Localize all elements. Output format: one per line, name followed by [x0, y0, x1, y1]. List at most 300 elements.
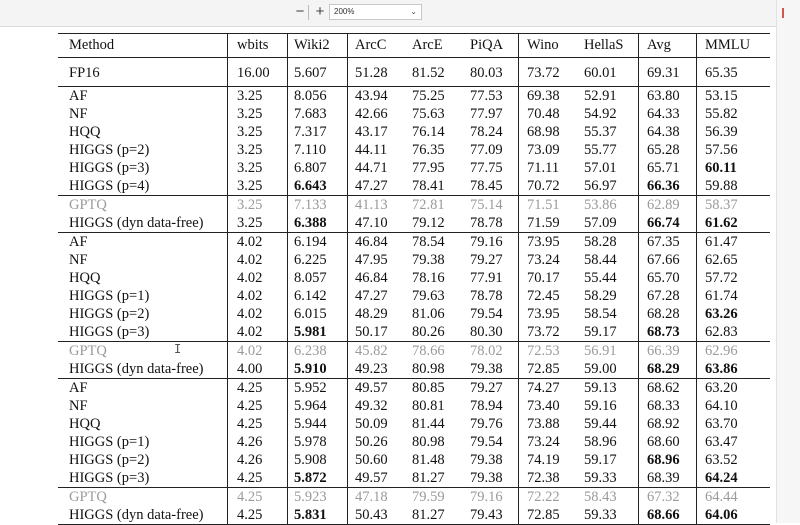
value-cell: 3.25 [237, 197, 263, 213]
value-cell: 73.72 [527, 324, 560, 340]
value-cell: 81.27 [412, 507, 445, 523]
value-cell: 63.80 [647, 88, 680, 104]
value-cell: 49.57 [355, 380, 388, 396]
value-cell: 75.14 [470, 197, 503, 213]
value-cell: 68.98 [527, 124, 560, 140]
value-cell: 65.70 [647, 270, 680, 286]
zoom-level-value: 200% [334, 7, 355, 16]
value-cell: 6.015 [294, 306, 327, 322]
value-cell: 79.16 [470, 489, 503, 505]
table-row [58, 323, 770, 341]
value-cell: 59.00 [584, 361, 617, 377]
value-cell: 56.97 [584, 178, 617, 194]
value-cell: 43.17 [355, 124, 388, 140]
table-row [58, 214, 770, 232]
header-rule [58, 57, 770, 58]
value-cell: 63.47 [705, 434, 738, 450]
method-cell: HIGGS (dyn data-free) [69, 507, 204, 523]
table-row [58, 64, 770, 82]
value-cell: 64.33 [647, 106, 680, 122]
value-cell: 73.88 [527, 416, 560, 432]
value-cell: 72.85 [527, 361, 560, 377]
value-cell: 5.908 [294, 452, 327, 468]
value-cell: 72.53 [527, 343, 560, 359]
method-cell: HQQ [69, 270, 101, 286]
value-cell: 47.18 [355, 489, 388, 505]
table-row [58, 251, 770, 269]
column-header-wiki2: Wiki2 [294, 37, 330, 53]
zoom-level-select[interactable] [329, 4, 422, 20]
value-cell: 68.33 [647, 398, 680, 414]
value-cell: 78.94 [470, 398, 503, 414]
method-cell: FP16 [69, 65, 100, 81]
value-cell: 62.65 [705, 252, 738, 268]
value-cell: 58.96 [584, 434, 617, 450]
value-cell: 68.66 [647, 507, 680, 523]
value-cell: 72.38 [527, 470, 560, 486]
method-cell: HIGGS (p=3) [69, 324, 150, 340]
value-cell: 55.37 [584, 124, 617, 140]
value-cell: 73.40 [527, 398, 560, 414]
value-cell: 67.66 [647, 252, 680, 268]
value-cell: 3.25 [237, 124, 263, 140]
value-cell: 48.29 [355, 306, 388, 322]
value-cell: 4.25 [237, 416, 263, 432]
page-edge [776, 0, 800, 523]
method-cell: HIGGS (p=2) [69, 306, 150, 322]
column-divider [287, 33, 288, 525]
value-cell: 70.17 [527, 270, 560, 286]
method-cell: HIGGS (p=3) [69, 160, 150, 176]
value-cell: 4.02 [237, 324, 263, 340]
value-cell: 77.53 [470, 88, 503, 104]
value-cell: 4.25 [237, 398, 263, 414]
baseline-row [58, 342, 770, 360]
value-cell: 62.96 [705, 343, 738, 359]
value-cell: 59.13 [584, 380, 617, 396]
zoom-out-button[interactable]: − [295, 3, 305, 20]
value-cell: 78.66 [412, 343, 445, 359]
value-cell: 77.97 [470, 106, 503, 122]
value-cell: 78.78 [470, 215, 503, 231]
value-cell: 4.25 [237, 380, 263, 396]
value-cell: 78.41 [412, 178, 445, 194]
column-header-avg: Avg [647, 37, 671, 53]
value-cell: 64.44 [705, 489, 738, 505]
value-cell: 81.52 [412, 65, 445, 81]
value-cell: 78.02 [470, 343, 503, 359]
value-cell: 68.60 [647, 434, 680, 450]
value-cell: 73.24 [527, 252, 560, 268]
value-cell: 8.057 [294, 270, 327, 286]
baseline-row [58, 196, 770, 214]
column-divider [347, 33, 348, 525]
value-cell: 80.03 [470, 65, 503, 81]
value-cell: 43.94 [355, 88, 388, 104]
value-cell: 75.25 [412, 88, 445, 104]
column-divider [696, 33, 697, 525]
table-row [58, 397, 770, 415]
value-cell: 80.81 [412, 398, 445, 414]
value-cell: 57.72 [705, 270, 738, 286]
value-cell: 52.91 [584, 88, 617, 104]
method-cell: GPTQ [69, 489, 107, 505]
value-cell: 75.63 [412, 106, 445, 122]
value-cell: 58.37 [705, 197, 738, 213]
table-row [58, 159, 770, 177]
value-cell: 79.38 [412, 252, 445, 268]
value-cell: 56.39 [705, 124, 738, 140]
value-cell: 72.22 [527, 489, 560, 505]
value-cell: 50.26 [355, 434, 388, 450]
value-cell: 58.54 [584, 306, 617, 322]
value-cell: 74.27 [527, 380, 560, 396]
value-cell: 4.02 [237, 288, 263, 304]
value-cell: 64.38 [647, 124, 680, 140]
value-cell: 46.84 [355, 234, 388, 250]
value-cell: 61.74 [705, 288, 738, 304]
column-header-wino: Wino [527, 37, 559, 53]
table-row [58, 433, 770, 451]
value-cell: 51.28 [355, 65, 388, 81]
value-cell: 55.44 [584, 270, 617, 286]
table-row [58, 123, 770, 141]
value-cell: 4.02 [237, 234, 263, 250]
value-cell: 71.51 [527, 197, 560, 213]
value-cell: 50.17 [355, 324, 388, 340]
value-cell: 69.38 [527, 88, 560, 104]
value-cell: 78.45 [470, 178, 503, 194]
value-cell: 66.74 [647, 215, 680, 231]
value-cell: 65.28 [647, 142, 680, 158]
value-cell: 71.59 [527, 215, 560, 231]
value-cell: 65.71 [647, 160, 680, 176]
value-cell: 80.85 [412, 380, 445, 396]
value-cell: 81.06 [412, 306, 445, 322]
value-cell: 64.24 [705, 470, 738, 486]
value-cell: 44.71 [355, 160, 388, 176]
value-cell: 7.317 [294, 124, 327, 140]
value-cell: 78.16 [412, 270, 445, 286]
value-cell: 79.27 [470, 252, 503, 268]
value-cell: 79.27 [470, 380, 503, 396]
value-cell: 3.25 [237, 106, 263, 122]
value-cell: 16.00 [237, 65, 270, 81]
header-row [58, 36, 770, 54]
value-cell: 6.225 [294, 252, 327, 268]
table-row [58, 287, 770, 305]
value-cell: 79.43 [470, 507, 503, 523]
value-cell: 41.13 [355, 197, 388, 213]
column-header-piqa: PiQA [470, 37, 504, 53]
value-cell: 4.02 [237, 270, 263, 286]
value-cell: 4.25 [237, 507, 263, 523]
value-cell: 5.831 [294, 507, 327, 523]
value-cell: 80.30 [470, 324, 503, 340]
top-rule [58, 33, 770, 34]
column-header-mmlu: MMLU [705, 37, 751, 53]
value-cell: 46.84 [355, 270, 388, 286]
value-cell: 49.57 [355, 470, 388, 486]
value-cell: 81.44 [412, 416, 445, 432]
value-cell: 68.28 [647, 306, 680, 322]
value-cell: 65.35 [705, 65, 738, 81]
value-cell: 6.194 [294, 234, 327, 250]
value-cell: 77.95 [412, 160, 445, 176]
table-row [58, 105, 770, 123]
value-cell: 53.86 [584, 197, 617, 213]
value-cell: 5.952 [294, 380, 327, 396]
value-cell: 59.33 [584, 470, 617, 486]
value-cell: 63.70 [705, 416, 738, 432]
value-cell: 79.54 [470, 434, 503, 450]
value-cell: 78.78 [470, 288, 503, 304]
value-cell: 5.978 [294, 434, 327, 450]
method-cell: AF [69, 380, 88, 396]
value-cell: 78.24 [470, 124, 503, 140]
table-row [58, 360, 770, 378]
method-cell: AF [69, 234, 88, 250]
value-cell: 5.981 [294, 324, 327, 340]
value-cell: 79.76 [470, 416, 503, 432]
value-cell: 81.27 [412, 470, 445, 486]
value-cell: 78.54 [412, 234, 445, 250]
value-cell: 6.142 [294, 288, 327, 304]
method-cell: HIGGS (p=2) [69, 142, 150, 158]
value-cell: 63.86 [705, 361, 738, 377]
value-cell: 67.28 [647, 288, 680, 304]
column-divider [518, 33, 519, 525]
method-cell: AF [69, 88, 88, 104]
value-cell: 73.95 [527, 234, 560, 250]
value-cell: 47.10 [355, 215, 388, 231]
method-cell: NF [69, 106, 88, 122]
value-cell: 58.29 [584, 288, 617, 304]
table-row [58, 469, 770, 487]
baseline-row [58, 488, 770, 506]
value-cell: 68.62 [647, 380, 680, 396]
value-cell: 50.09 [355, 416, 388, 432]
value-cell: 77.75 [470, 160, 503, 176]
value-cell: 66.39 [647, 343, 680, 359]
value-cell: 47.27 [355, 288, 388, 304]
column-header-arce: ArcE [412, 37, 443, 53]
value-cell: 6.238 [294, 343, 327, 359]
value-cell: 61.47 [705, 234, 738, 250]
method-cell: HIGGS (p=3) [69, 470, 150, 486]
value-cell: 68.39 [647, 470, 680, 486]
method-cell: HIGGS (p=1) [69, 434, 150, 450]
value-cell: 3.25 [237, 215, 263, 231]
toolbar-divider [308, 5, 309, 20]
method-cell: NF [69, 252, 88, 268]
value-cell: 3.25 [237, 88, 263, 104]
value-cell: 59.17 [584, 324, 617, 340]
value-cell: 44.11 [355, 142, 388, 158]
value-cell: 74.19 [527, 452, 560, 468]
value-cell: 79.63 [412, 288, 445, 304]
table-row [58, 415, 770, 433]
value-cell: 5.607 [294, 65, 327, 81]
value-cell: 73.09 [527, 142, 560, 158]
value-cell: 80.98 [412, 361, 445, 377]
viewer-toolbar [0, 0, 800, 27]
value-cell: 57.09 [584, 215, 617, 231]
value-cell: 57.56 [705, 142, 738, 158]
value-cell: 68.96 [647, 452, 680, 468]
value-cell: 5.964 [294, 398, 327, 414]
value-cell: 60.11 [705, 160, 737, 176]
value-cell: 5.944 [294, 416, 327, 432]
value-cell: 47.27 [355, 178, 388, 194]
table-row [58, 305, 770, 323]
value-cell: 81.48 [412, 452, 445, 468]
value-cell: 67.35 [647, 234, 680, 250]
column-divider [227, 33, 228, 525]
value-cell: 80.26 [412, 324, 445, 340]
value-cell: 6.643 [294, 178, 327, 194]
value-cell: 59.88 [705, 178, 738, 194]
value-cell: 8.056 [294, 88, 327, 104]
value-cell: 58.44 [584, 252, 617, 268]
value-cell: 66.36 [647, 178, 680, 194]
value-cell: 69.31 [647, 65, 680, 81]
value-cell: 80.98 [412, 434, 445, 450]
table-row [58, 379, 770, 397]
value-cell: 72.45 [527, 288, 560, 304]
value-cell: 79.59 [412, 489, 445, 505]
column-header-arcc: ArcC [355, 37, 387, 53]
value-cell: 72.81 [412, 197, 445, 213]
value-cell: 57.01 [584, 160, 617, 176]
method-cell: HIGGS (dyn data-free) [69, 215, 204, 231]
method-cell: HQQ [69, 124, 101, 140]
value-cell: 5.910 [294, 361, 327, 377]
text-cursor-icon: I [174, 342, 182, 356]
method-cell: GPTQ [69, 343, 107, 359]
table-row [58, 177, 770, 195]
zoom-in-button[interactable]: + [315, 3, 325, 20]
value-cell: 4.02 [237, 252, 263, 268]
value-cell: 42.66 [355, 106, 388, 122]
value-cell: 49.23 [355, 361, 388, 377]
value-cell: 4.26 [237, 434, 263, 450]
value-cell: 50.60 [355, 452, 388, 468]
value-cell: 59.17 [584, 452, 617, 468]
value-cell: 77.09 [470, 142, 503, 158]
value-cell: 7.683 [294, 106, 327, 122]
value-cell: 50.43 [355, 507, 388, 523]
value-cell: 68.29 [647, 361, 680, 377]
value-cell: 68.73 [647, 324, 680, 340]
value-cell: 54.92 [584, 106, 617, 122]
method-cell: HIGGS (p=2) [69, 452, 150, 468]
value-cell: 70.48 [527, 106, 560, 122]
value-cell: 76.14 [412, 124, 445, 140]
value-cell: 73.72 [527, 65, 560, 81]
column-divider [638, 33, 639, 525]
value-cell: 63.20 [705, 380, 738, 396]
edge-marker [782, 8, 784, 18]
value-cell: 71.11 [527, 160, 560, 176]
value-cell: 61.62 [705, 215, 738, 231]
value-cell: 56.91 [584, 343, 617, 359]
value-cell: 4.25 [237, 489, 263, 505]
table-row [58, 451, 770, 469]
value-cell: 55.77 [584, 142, 617, 158]
value-cell: 4.02 [237, 343, 263, 359]
value-cell: 64.10 [705, 398, 738, 414]
value-cell: 47.95 [355, 252, 388, 268]
value-cell: 79.16 [470, 234, 503, 250]
value-cell: 59.16 [584, 398, 617, 414]
value-cell: 45.82 [355, 343, 388, 359]
table-row [58, 506, 770, 524]
value-cell: 58.28 [584, 234, 617, 250]
value-cell: 4.02 [237, 306, 263, 322]
value-cell: 72.85 [527, 507, 560, 523]
value-cell: 68.92 [647, 416, 680, 432]
method-cell: HIGGS (dyn data-free) [69, 361, 204, 377]
value-cell: 79.38 [470, 361, 503, 377]
value-cell: 6.388 [294, 215, 327, 231]
value-cell: 5.923 [294, 489, 327, 505]
value-cell: 49.32 [355, 398, 388, 414]
value-cell: 63.52 [705, 452, 738, 468]
column-header-hellas: HellaS [584, 37, 624, 53]
method-cell: HIGGS (p=1) [69, 288, 150, 304]
value-cell: 64.06 [705, 507, 738, 523]
value-cell: 62.89 [647, 197, 680, 213]
method-cell: NF [69, 398, 88, 414]
value-cell: 63.26 [705, 306, 738, 322]
value-cell: 77.91 [470, 270, 503, 286]
method-cell: HQQ [69, 416, 101, 432]
value-cell: 59.44 [584, 416, 617, 432]
value-cell: 4.00 [237, 361, 263, 377]
value-cell: 3.25 [237, 178, 263, 194]
method-cell: GPTQ [69, 197, 107, 213]
column-header-method: Method [69, 37, 115, 53]
value-cell: 4.25 [237, 470, 263, 486]
value-cell: 79.38 [470, 470, 503, 486]
value-cell: 79.38 [470, 452, 503, 468]
value-cell: 79.12 [412, 215, 445, 231]
value-cell: 58.43 [584, 489, 617, 505]
method-cell: HIGGS (p=4) [69, 178, 150, 194]
value-cell: 70.72 [527, 178, 560, 194]
value-cell: 60.01 [584, 65, 617, 81]
value-cell: 76.35 [412, 142, 445, 158]
value-cell: 59.33 [584, 507, 617, 523]
chevron-down-icon: ⌄ [410, 7, 417, 16]
value-cell: 73.24 [527, 434, 560, 450]
value-cell: 3.25 [237, 142, 263, 158]
table-row [58, 141, 770, 159]
table-row [58, 233, 770, 251]
value-cell: 7.110 [294, 142, 327, 158]
value-cell: 73.95 [527, 306, 560, 322]
value-cell: 53.15 [705, 88, 738, 104]
value-cell: 62.83 [705, 324, 738, 340]
value-cell: 4.26 [237, 452, 263, 468]
value-cell: 67.32 [647, 489, 680, 505]
value-cell: 55.82 [705, 106, 738, 122]
value-cell: 7.133 [294, 197, 327, 213]
value-cell: 5.872 [294, 470, 327, 486]
column-header-wbits: wbits [237, 37, 269, 53]
value-cell: 6.807 [294, 160, 327, 176]
